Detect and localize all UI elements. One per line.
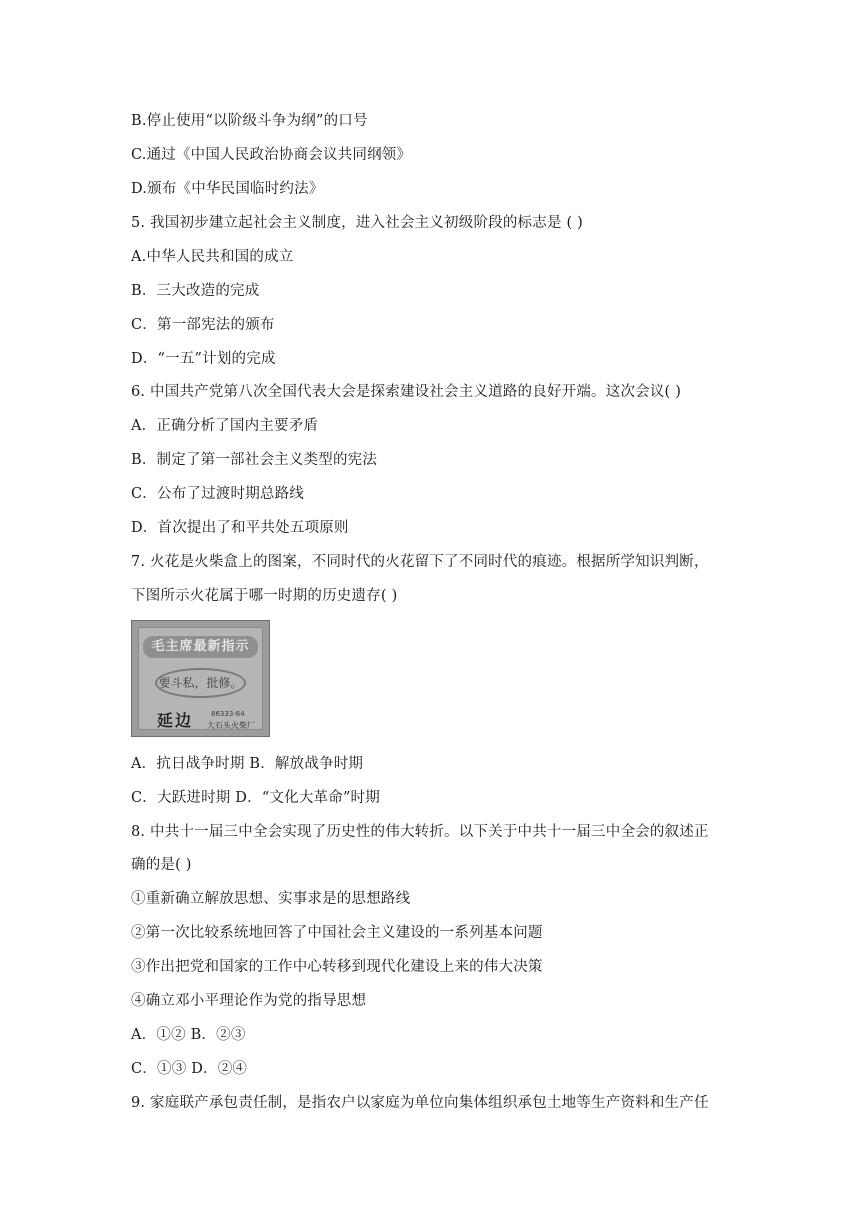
q7-stem-line-1: 7. 火花是火柴盒上的图案，不同时代的火花留下了不同时代的痕迹。根据所学知识判断， [131,554,709,570]
q8-options-ab: A．①② B．②③ [131,1027,246,1043]
q6-stem: 6. 中国共产党第八次全国代表大会是探索建设社会主义道路的良好开端。这次会议( ) [131,384,682,400]
q7-options-ab: A．抗日战争时期 B．解放战争时期 [131,756,364,772]
q5-option-c: C．第一部宪法的颁布 [131,317,275,333]
q8-stem-line-2: 确的是( ) [131,857,192,873]
q5-option-b: B．三大改造的完成 [131,283,260,299]
q7-options-cd: C．大跃进时期 D．“文化大革命”时期 [131,790,380,806]
q8-item-3: ③作出把党和国家的工作中心转移到现代化建设上来的伟大决策 [131,959,543,975]
matchbox-label-image [131,620,270,737]
q4-option-b: B.停止使用“以阶级斗争为纲”的口号 [131,113,368,129]
q8-item-4: ④确立邓小平理论作为党的指导思想 [131,993,367,1009]
matchbox-brand: 延边 [157,711,194,730]
q8-options-cd: C．①③ D．②④ [131,1061,248,1077]
q5-option-a: A.中华人民共和国的成立 [131,249,294,265]
q6-option-d: D．首次提出了和平共处五项原则 [131,520,349,536]
q6-option-b: B．制定了第一部社会主义类型的宪法 [131,452,378,468]
q4-option-d: D.颁布《中华民国临时约法》 [131,181,324,197]
q5-option-d: D．“一五”计划的完成 [131,351,276,367]
q8-item-1: ①重新确立解放思想、实事求是的思想路线 [131,891,411,907]
q5-stem: 5. 我国初步建立起社会主义制度，进入社会主义初级阶段的标志是 ( ) [131,215,583,231]
q6-option-a: A．正确分析了国内主要矛盾 [131,418,319,434]
q9-stem: 9. 家庭联产承包责任制，是指农户以家庭为单位向集体组织承包土地等生产资料和生产任 [131,1095,709,1111]
q6-option-c: C．公布了过渡时期总路线 [131,486,304,502]
matchbox-code: 86333-64 [211,710,245,718]
matchbox-banner: 毛主席最新指示 [143,636,258,658]
q8-stem-line-1: 8. 中共十一届三中全会实现了历史性的伟大转折。以下关于中共十一届三中全会的叙述正 [131,824,709,840]
q4-option-c: C.通过《中国人民政治协商会议共同纲领》 [131,147,412,163]
q7-stem-line-2: 下图所示火花属于哪一时期的历史遗存( ) [131,588,398,604]
matchbox-factory: 大石头火柴厂 [207,721,255,730]
matchbox-slogan: 要斗私，批修。 [155,668,246,698]
matchbox-label-panel [138,627,263,730]
q8-item-2: ②第一次比较系统地回答了中国社会主义建设的一系列基本问题 [131,925,543,941]
